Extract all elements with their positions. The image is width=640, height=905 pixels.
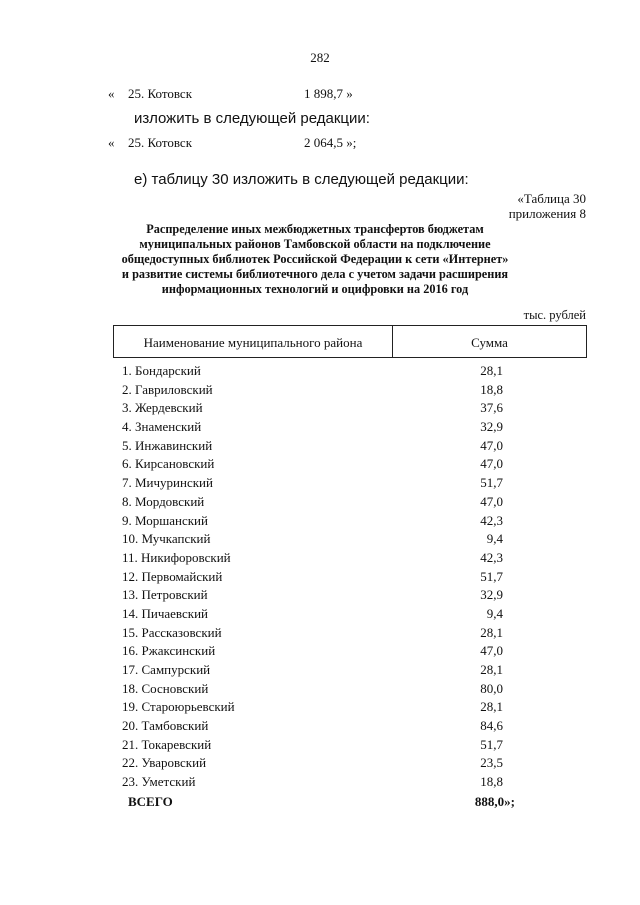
district-name: 17. Сампурский <box>122 662 211 677</box>
old-amendment-line <box>108 86 408 102</box>
table-row <box>0 399 640 418</box>
header-district-name: Наименование муниципального района <box>143 335 363 350</box>
table-row <box>0 754 640 773</box>
district-name: 22. Уваровский <box>122 755 207 771</box>
table-row <box>0 362 640 381</box>
table-row <box>0 605 640 624</box>
table-body <box>0 362 640 792</box>
opening-quote: « <box>108 86 115 101</box>
district-name: 4. Знаменский <box>122 419 202 435</box>
table-row <box>0 512 640 531</box>
district-name: 23. Уметский <box>122 774 196 790</box>
table-row <box>0 530 640 549</box>
table-title <box>120 222 510 297</box>
title-line: общедоступных библиотек Российской Федерации к сети «Интернет» <box>121 252 509 266</box>
table-row <box>0 717 640 736</box>
table-row <box>0 549 640 568</box>
district-sum: 51,7 <box>480 475 503 491</box>
district-sum: 51,7 <box>480 568 503 584</box>
district-sum: 18,8 <box>480 774 503 790</box>
district-sum: 28,1 <box>480 624 503 640</box>
caption-line-2: приложения 8 <box>508 206 586 221</box>
district-sum: 47,0 <box>480 643 503 659</box>
table-row <box>0 642 640 661</box>
district-name: 10. Мучкапский <box>122 531 211 547</box>
district-sum: 80,0 <box>480 680 503 696</box>
district-name: 9. Моршанский <box>122 512 208 528</box>
district-name: 1. Бондарский <box>122 363 201 378</box>
old-line-value: 1 898,7 » <box>304 86 353 101</box>
caption-line-1: «Таблица 30 <box>517 191 586 206</box>
table-row <box>0 698 640 717</box>
district-name: 21. Токаревский <box>122 736 212 752</box>
district-sum: 42,3 <box>480 512 503 528</box>
table-row <box>0 661 640 680</box>
page-number: 282 <box>310 50 330 65</box>
district-sum: 32,9 <box>480 587 503 603</box>
district-name: 3. Жердевский <box>122 400 203 416</box>
header-sum: Сумма <box>471 335 508 350</box>
title-line: и развитие системы библиотечного дела с учетом задачи расширения <box>121 267 509 281</box>
opening-quote: « <box>108 135 115 150</box>
new-line-name: 25. Котовск <box>128 135 193 150</box>
total-label: ВСЕГО <box>128 794 173 809</box>
units-label: тыс. рублей <box>523 308 586 322</box>
district-name: 6. Кирсановский <box>122 456 215 472</box>
district-name: 7. Мичуринский <box>122 475 213 491</box>
table-total-row <box>0 794 640 812</box>
district-name: 19. Староюрьевский <box>122 699 235 715</box>
district-name: 15. Рассказовский <box>122 624 222 640</box>
district-name: 18. Сосновский <box>122 680 209 696</box>
district-sum: 42,3 <box>480 549 503 565</box>
table-row <box>0 586 640 605</box>
table-row <box>0 381 640 400</box>
district-sum: 47,0 <box>480 493 503 509</box>
table-header <box>113 325 587 358</box>
district-name: 5. Инжавинский <box>122 437 213 453</box>
district-sum: 47,0 <box>480 456 503 472</box>
new-line-value: 2 064,5 »; <box>304 135 357 150</box>
table-row <box>0 437 640 456</box>
district-sum: 84,6 <box>480 718 503 734</box>
district-sum: 23,5 <box>480 755 503 771</box>
district-sum: 32,9 <box>480 419 503 435</box>
item-e-instruction: е) таблицу 30 изложить в следующей редакции: <box>134 171 469 188</box>
district-name: 20. Тамбовский <box>122 718 209 734</box>
district-name: 13. Петровский <box>122 587 208 603</box>
table-row <box>0 680 640 699</box>
title-line: муниципальных районов Тамбовской области на подключение <box>139 237 491 251</box>
district-sum: 37,6 <box>480 400 503 416</box>
district-sum: 51,7 <box>480 736 503 752</box>
table-row <box>0 474 640 493</box>
district-sum: 47,0 <box>480 437 503 453</box>
amendment-instruction: изложить в следующей редакции: <box>134 110 370 127</box>
table-row <box>0 418 640 437</box>
district-sum: 9,4 <box>486 531 503 547</box>
district-name: 14. Пичаевский <box>122 605 208 621</box>
district-name: 8. Мордовский <box>122 493 205 509</box>
title-line: Распределение иных межбюджетных трансфертов бюджетам <box>146 222 484 236</box>
table-caption <box>509 191 586 221</box>
total-value: 888,0»; <box>474 794 515 809</box>
table-row <box>0 624 640 643</box>
table-row <box>0 773 640 792</box>
district-name: 16. Ржаксинский <box>122 643 216 659</box>
table-row <box>0 736 640 755</box>
title-line: информационных технологий и оцифровки на 2016 год <box>161 282 469 296</box>
table-row <box>0 493 640 512</box>
district-sum: 28,1 <box>480 363 503 378</box>
district-sum: 9,4 <box>486 605 503 621</box>
district-name: 12. Первомайский <box>122 568 223 584</box>
district-sum: 28,1 <box>480 699 503 715</box>
district-name: 2. Гавриловский <box>122 381 213 397</box>
old-line-name: 25. Котовск <box>128 86 193 101</box>
district-sum: 28,1 <box>480 662 503 677</box>
district-sum: 18,8 <box>480 381 503 397</box>
table-row <box>0 568 640 587</box>
table-row <box>0 455 640 474</box>
district-name: 11. Никифоровский <box>122 549 231 565</box>
new-amendment-line <box>108 135 408 151</box>
